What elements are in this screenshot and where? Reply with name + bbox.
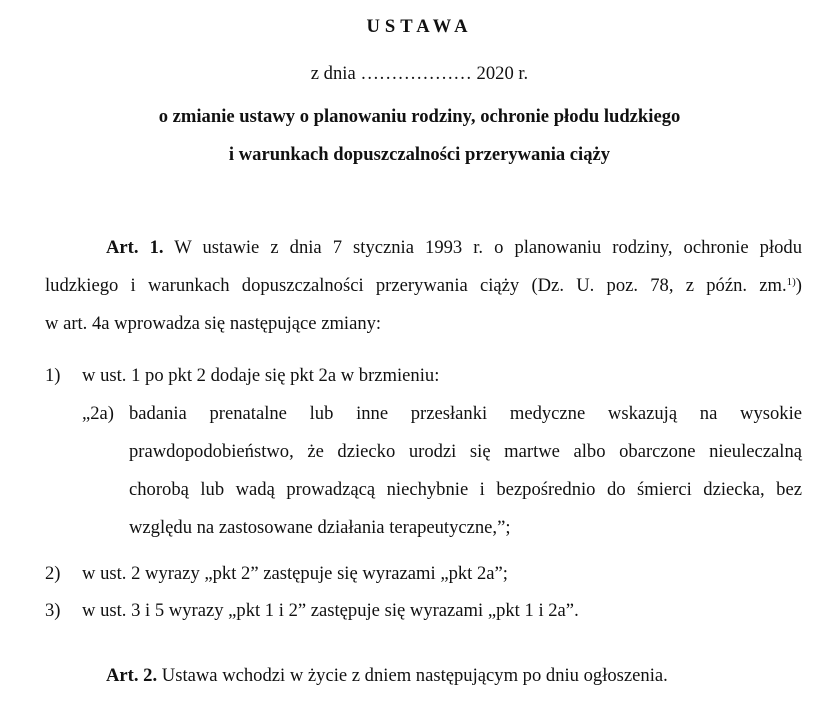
document-subtitle-line1: o zmianie ustawy o planowaniu rodziny, ochronie płodu ludzkiego [158,106,681,127]
footnote-ref: 1) [786,276,796,288]
item1-quoted-line1: badania prenatalne lub inne przesłanki medyczne wskazują na wysokie [129,403,802,424]
art2-paragraph [106,664,668,688]
document-title: USTAWA [366,16,473,37]
item2-text: w ust. 2 wyrazy „pkt 2” zastępuje się wyrazami „pkt 2a”; [82,563,508,584]
art2-text: Ustawa wchodzi w życie z dniem następującym po dniu ogłoszenia. [161,665,668,686]
art1-line1 [106,236,802,260]
item1-quoted-number: „2a) [82,403,114,424]
art1-line3: w art. 4a wprowadza się następujące zmiany: [45,313,382,334]
document-date: z dnia ……………… 2020 r. [310,63,529,84]
item3-number: 3) [45,600,61,621]
item1-number: 1) [45,365,61,386]
item1-text: w ust. 1 po pkt 2 dodaje się pkt 2a w brzmieniu: [82,365,440,386]
item3-text: w ust. 3 i 5 wyrazy „pkt 1 i 2” zastępuje się wyrazami „pkt 1 i 2a”. [82,600,579,621]
item1-quoted-line4: względu na zastosowane działania terapeutyczne,”; [129,517,511,538]
art1-text-line2: ludzkiego i warunkach dopuszczalności przerywania ciąży (Dz. U. poz. 78, z późn. zm. [45,275,787,296]
art1-line2 [45,274,802,298]
art2-label: Art. 2. [106,665,158,686]
item2-number: 2) [45,563,61,584]
art1-text-line2-end: ) [795,275,802,296]
item1-quoted-line3: chorobą lub wadą prowadzącą niechybnie i bezpośrednio do śmierci dziecka, bez [129,479,802,500]
art1-text-line1: W ustawie z dnia 7 stycznia 1993 r. o planowaniu rodziny, ochronie płodu [174,237,802,258]
art1-label: Art. 1. [106,237,164,258]
item1-quoted-line2: prawdopodobieństwo, że dziecko urodzi się martwe albo obarczone nieuleczalną [129,441,802,462]
document-subtitle-line2: i warunkach dopuszczalności przerywania ciąży [228,144,611,165]
